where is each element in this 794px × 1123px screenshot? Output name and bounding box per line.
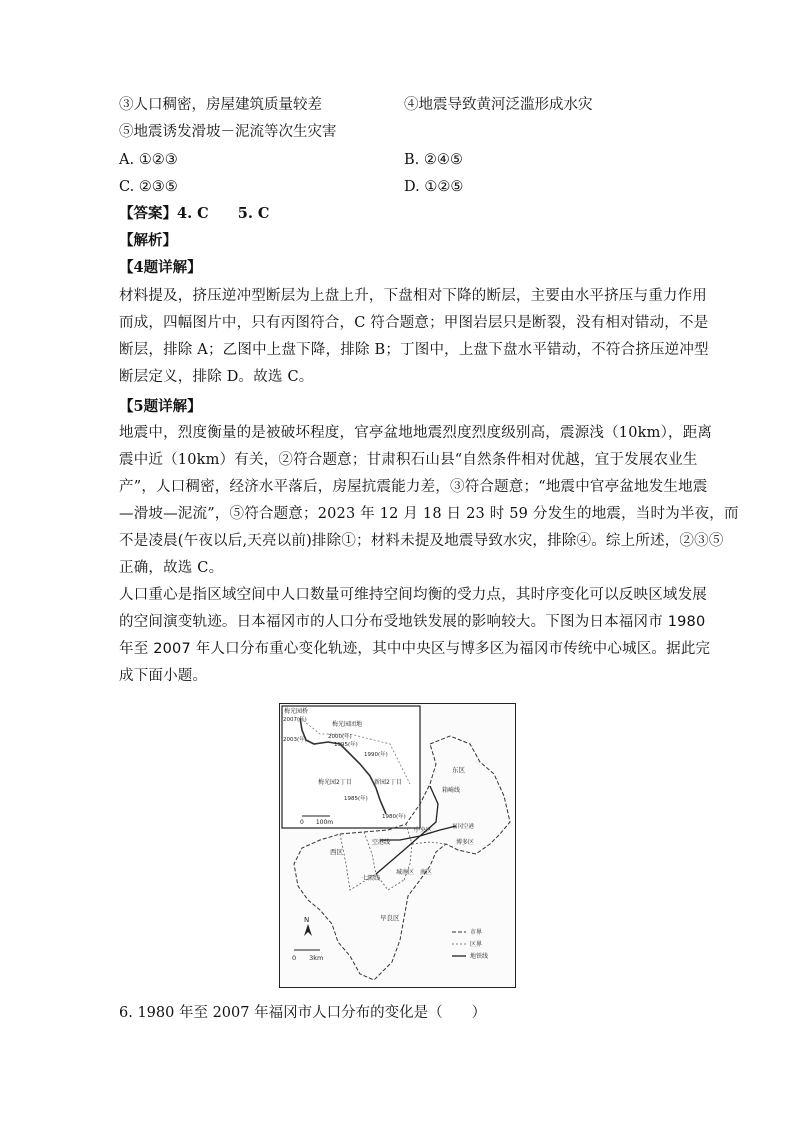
intro-paragraph [119,582,711,690]
district-label: 福冈空港 [452,824,475,830]
q4-header: 【4题详解】 [119,259,202,276]
q5-header: 【5题详解】 [119,398,202,415]
inset-scale: 0 100m [300,819,334,826]
district-label: 七隈线 [362,875,381,882]
district-label: 东区 [452,766,465,774]
answer-line: 【答案】4. C 5. C [119,205,270,222]
district-label: 博多区 [456,839,475,846]
q5-line: 正确，故选 C。 [119,560,224,576]
choice-a: A. ①②③ [119,152,178,168]
q5-line: 震中近（10km）有关，②符合题意；甘肃积石山县“自然条件相对优越，宜于发展农业生 [119,452,698,468]
year-label: 2000(年) [328,734,352,740]
q5-line: 产”，人口稠密，经济水平落后，房屋抗震能力差，③符合题意；“地震中官亭盆地发生地震 [119,479,708,495]
intro-line: 成下面小题。 [119,668,208,684]
choice-d: D. ①②⑤ [404,179,464,195]
north-arrow-icon [304,924,312,936]
inset-title: 梅光园桥 [284,708,309,715]
district-label: 早良区 [380,914,400,922]
q4-line: 断层，排除 A；乙图中上盘下降，排除 B；丁图中，上盘下盘水平错动，不符合挤压逆冲型 [119,342,709,358]
option-3: ③人口稠密，房屋建筑质量较差 [119,97,322,113]
option-5: ⑤地震诱发滑坡－泥流等次生灾害 [119,124,337,140]
map-scale: 0 3km [292,954,324,962]
option-4: ④地震导致黄河泛滥形成水灾 [404,97,593,113]
district-label: 空港线 [372,839,391,846]
q4-line: 而成，四幅图片中，只有丙图符合，C 符合题意；甲图岩层只是断裂，没有相对错动，不是 [119,315,709,331]
year-label: 2007(年) [283,717,307,723]
q5-explanation [119,420,739,582]
legend-label: 市界 [470,929,483,936]
year-label: 1985(年) [344,796,368,802]
q4-line: 材料提及，挤压逆冲型断层为上盘上升，下盘相对下降的断层，主要由水平挤压与重力作用 [119,288,707,304]
q5-line: 地震中，烈度衡量的是被破坏程度，官亭盆地地震烈度烈度级别高，震源浅（10km），距离 [119,425,713,441]
q4-explanation [119,283,709,391]
choice-c: C. ②③⑤ [119,179,178,195]
district-label: 城南区 [396,869,415,876]
north-label: N [304,916,310,924]
intro-line: 年至 2007 年人口分布重心变化轨迹，其中中央区与博多区为福冈市传统中心城区。据此完 [119,641,711,657]
year-label: 1995(年) [334,742,358,748]
legend-label: 地铁线 [470,953,489,960]
district-label: 西区 [330,848,343,856]
analysis-header: 【解析】 [119,232,177,249]
q4-line: 断层定义，排除 D。故选 C。 [119,369,314,385]
district-label: 南区 [420,869,433,876]
district-label: 箱崎线 [442,787,461,794]
year-label: 1980(年) [382,814,406,820]
question-6: 6. 1980 年至 2007 年福冈市人口分布的变化是（ ） [119,1005,487,1021]
year-label: 2003(年) [283,737,307,743]
inset-label: 梅光园2丁目 [318,779,352,786]
year-label: 1990(年) [364,752,388,758]
district-label: 中央区 [414,827,433,834]
q5-line: 不是凌晨(午夜以后,天亮以前)排除①；材料未提及地震导致水灾，排除④。综上所述，②③⑤ [119,533,724,549]
fukuoka-map-figure [279,703,516,988]
inset-label: 梅光园团地 [332,721,363,728]
choice-b: B. ②④⑤ [404,152,463,168]
map-svg [280,704,515,987]
intro-line: 的空间演变轨迹。日本福冈市的人口分布受地铁发展的影响较大。下图为日本福冈市 1980 [119,614,706,630]
intro-line: 人口重心是指区域空间中人口数量可维持空间均衡的受力点，其时序变化可以反映区域发展 [119,587,707,603]
inset-label: 新园2丁目 [374,779,402,786]
q5-line: —滑坡—泥流”，⑤符合题意；2023 年 12 月 18 日 23 时 59 分发生的地震，当时为半夜，而 [119,506,739,522]
legend-label: 区界 [470,941,483,948]
